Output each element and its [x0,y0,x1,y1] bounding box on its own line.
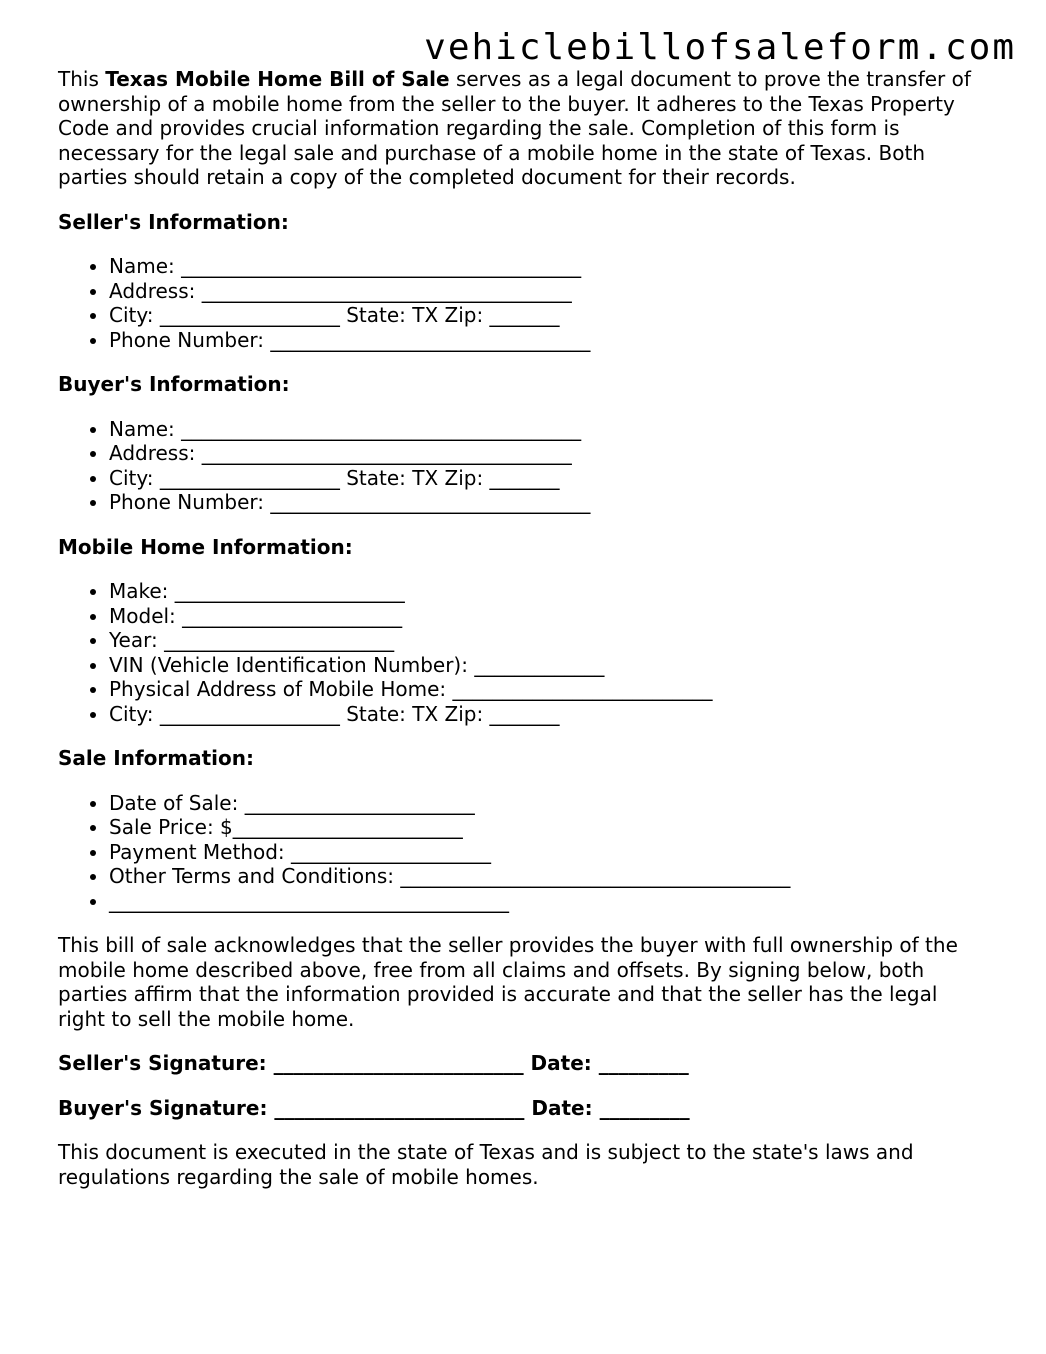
seller-signature-line[interactable]: Seller's Signature: _________________________ Date: _________ [58,1051,689,1075]
mobile-home-fields [58,579,988,726]
year-field[interactable]: • Year: _______________________ [109,628,988,653]
sale-section-title: Sale Information: [58,746,254,770]
physical-address-field[interactable]: • Physical Address of Mobile Home: __________________________ [109,677,988,702]
seller-phone-field[interactable]: • Phone Number: ________________________________ [109,328,988,353]
footer-paragraph: This document is executed in the state of Texas and is subject to the state's laws and regulations regarding the sale of mobile homes. [58,1140,914,1189]
intro-suffix: serves as a legal document to prove the transfer of ownership of a mobile home from the seller to the buyer. It adheres to the Texas Property Code and provides crucial information regarding the sale. Completion of this form is necessary for the legal sale and purchase of a mobile home in the state of Texas. Both parties should retain a copy of the completed document for their records. [58,67,971,189]
intro-prefix: This [58,67,106,91]
seller-section-title: Seller's Information: [58,209,289,234]
buyer-signature-line[interactable]: Buyer's Signature: _________________________ Date: _________ [58,1095,690,1120]
payment-method-field[interactable]: • Payment Method: ____________________ [109,840,988,865]
document-body [58,67,988,1189]
buyer-city-state-zip-field[interactable]: • City: __________________ State: TX Zip: _______ [109,466,988,491]
buyer-address-field[interactable]: • Address: _____________________________________ [109,441,988,466]
model-field[interactable]: • Model: ______________________ [109,604,988,629]
buyer-name-field[interactable]: • Name: ________________________________________ [109,417,988,442]
buyer-section-title: Buyer's Information: [58,372,290,396]
buyer-phone-field[interactable]: • Phone Number: ________________________________ [109,490,988,515]
seller-address-field[interactable]: • Address: _____________________________________ [109,279,988,304]
sale-fields [58,791,988,914]
other-terms-continuation-field[interactable]: • ________________________________________ [109,889,988,914]
home-city-state-zip-field[interactable]: • City: __________________ State: TX Zip: _______ [109,702,988,727]
make-field[interactable]: • Make: _______________________ [109,579,988,604]
intro-paragraph [58,67,988,190]
mobile-home-section-title: Mobile Home Information: [58,534,353,559]
vin-field[interactable]: • VIN (Vehicle Identification Number): _____________ [109,653,988,678]
acknowledgement-paragraph: This bill of sale acknowledges that the seller provides the buyer with full ownership of the mobile home described above, free from all claims and offsets. By signing below, both parties affirm that the information provided is accurate and that the seller has the legal right to sell the mobile home. [58,933,958,1031]
buyer-fields [58,417,988,515]
date-of-sale-field[interactable]: • Date of Sale: _______________________ [109,791,988,816]
document-title: Texas Mobile Home Bill of Sale [105,67,450,91]
seller-fields [58,254,988,352]
seller-name-field[interactable]: • Name: ________________________________________ [109,254,988,279]
sale-price-field[interactable]: • Sale Price: $_______________________ [109,815,988,840]
seller-city-state-zip-field[interactable]: • City: __________________ State: TX Zip: _______ [109,303,988,328]
watermark: vehiclebillofsaleform.com [424,27,1016,68]
other-terms-field[interactable]: • Other Terms and Conditions: _______________________________________ [109,864,988,889]
